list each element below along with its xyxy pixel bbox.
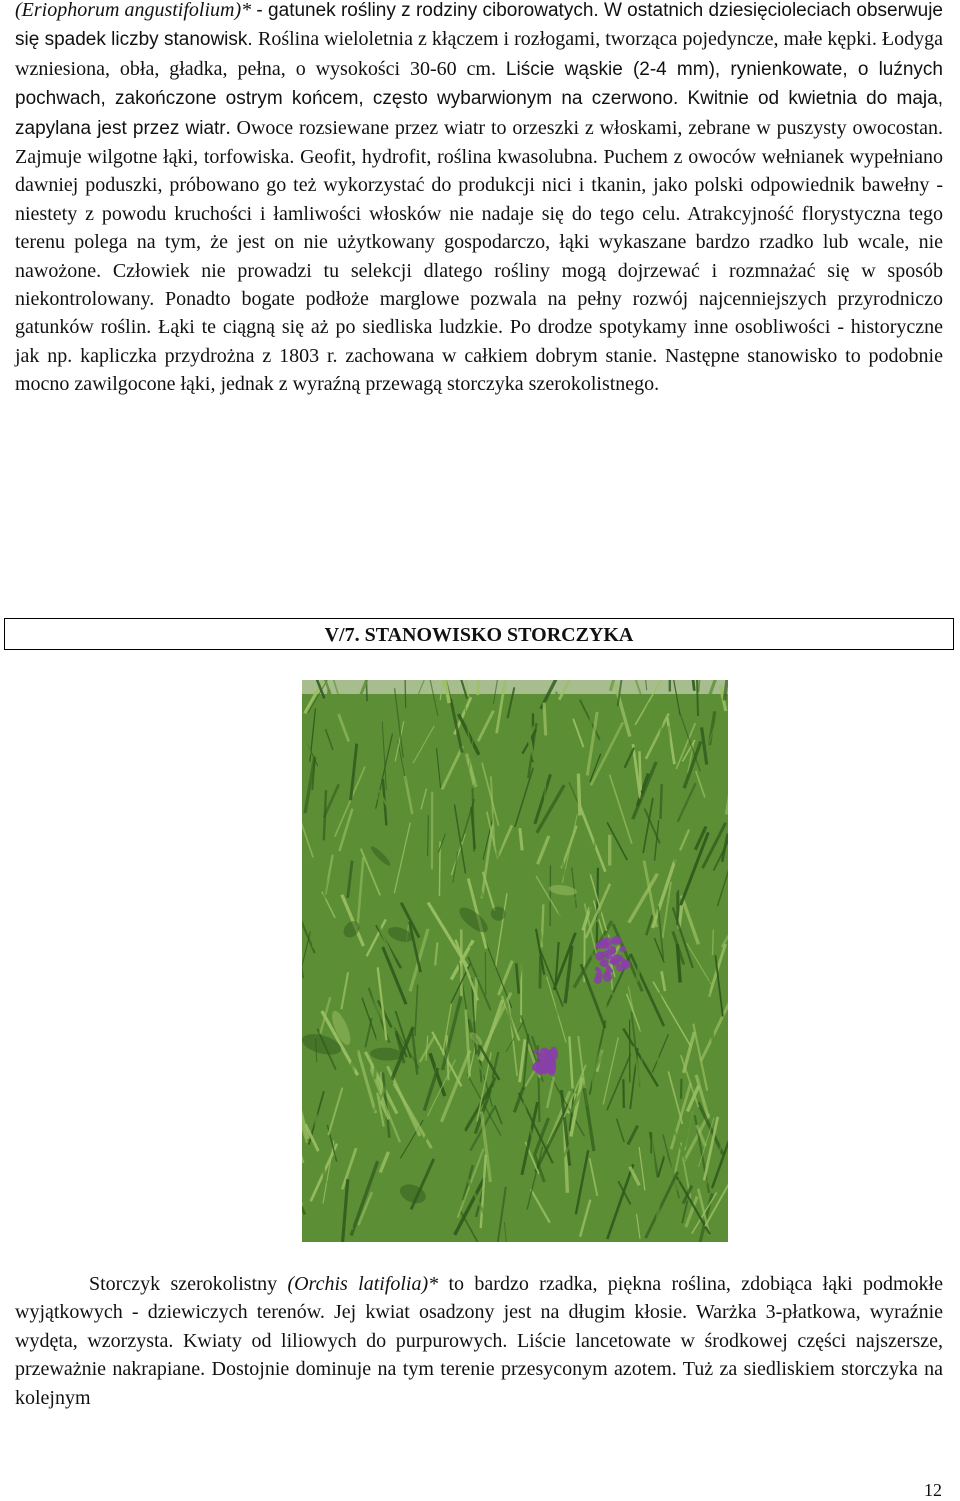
text-segment: . Owoce rozsiewane przez wiatr to orzeszki z włoskami, zebrane w puszysty owocostan.: [226, 117, 943, 139]
latin-name-orchis: (Orchis latifolia)*: [287, 1273, 438, 1295]
page-number: 12: [924, 1479, 942, 1501]
latin-name-eriophorum: (Eriophorum angustifolium)*: [15, 0, 251, 21]
text-segment: to bardzo rzadka, piękna roślina, zdobiąca łąki podmokłe wyjątkowych - dziewiczych terenów. Jej kwiat osadzony jest na długim kłosie. Warżka 3-płatkowa, wyraźnie wydęta, wzorzysta. Kwiaty od liliowych do purpurowych. Liście lancetowate w środkowej części najszersze, przeważnie nakrapiane. Dostojnie dominuje na tym terenie przesyconym azotem. Tuż za siedliskiem storczyka na kolejnym: [15, 1273, 943, 1409]
text-segment: Zajmuje wilgotne łąki, torfowiska. Geofit, hydrofit, roślina kwasolubna. Puchem z owoców wełnianek wypełniano dawniej poduszki, próbowano go też wykorzystać do produkcji nici i tkanin, jako polski odpowiednik bawełny - niestety z powodu kruchości i łamliwości włosków nie nadaje się do tego celu. Atrakcyjność florystyczna tego terenu polega na tym, że jest on nie użytkowany gospodarczo, łąki wykaszane bardzo rzadko lub wcale, nie nawożone. Człowiek nie prowadzi tu selekcji dlatego rośliny mogą dojrzewać i rozmnażać się w sposób niekontrolowany. Ponadto bogate podłoże marglowe pozwala na pełny rozwój najcenniejszych przyrodniczo gatunków roślin. Łąki te ciągną się aż po siedliska ludzkie. Po drodze spotykamy inne osobliwości - historyczne jak np. kapliczka przydrożna z 1803 r. zachowana w całkiem dobrym stanie. Następne stanowisko to podobnie mocno zawilgocone łąki, jednak z wyraźną przewagą storczyka szerokolistnego.: [15, 146, 943, 395]
meadow-orchid-photo: [302, 680, 728, 1242]
description-eriophorum: [15, 0, 943, 399]
section-title: V/7. STANOWISKO STORCZYKA: [4, 618, 954, 650]
photo-artwork: [302, 680, 728, 1242]
text-segment: Storczyk szerokolistny: [15, 1273, 287, 1295]
description-orchis: [15, 1270, 943, 1412]
text-segment: . Kwitnie od kwietnia do maja, zapylana jest przez wiatr: [15, 88, 943, 138]
text-segment: - gatunek rośliny z rodziny ciborowatych. W ostatnich dziesięcioleciach obserwuje się spadek liczby stanowisk.: [15, 0, 943, 50]
text-segment: Roślina wieloletnia z kłączem i rozłogami, tworząca pojedyncze, małe kępki. Łodyga wzniesiona, obła, gładka, pełna, o wysokości 30-60 cm.: [15, 28, 943, 79]
text-segment: Liście wąskie (2-4 mm), rynienkowate, o luźnych pochwach, zakończone ostrym końcem, często wybarwionym na czerwono: [15, 59, 943, 109]
